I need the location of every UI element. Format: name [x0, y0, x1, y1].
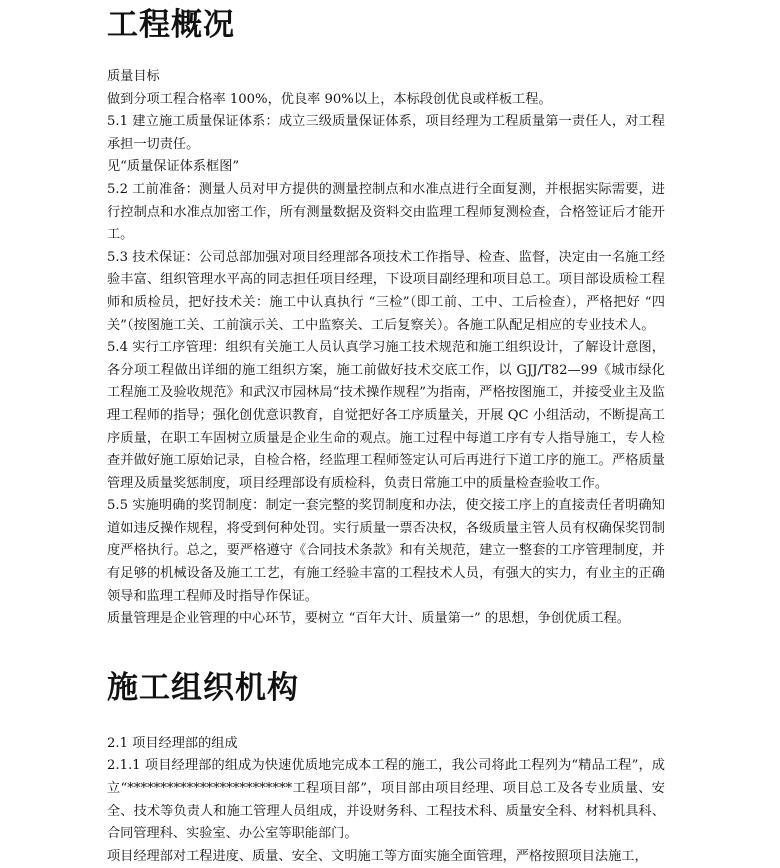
quality-target-label: 质量目标 [107, 69, 160, 84]
spacer [107, 713, 665, 733]
section-2-body [107, 733, 665, 868]
section-1-heading: 工程概况 [107, 7, 235, 43]
document-page [107, 0, 665, 868]
paragraph-management: 项目经理部对工程进度、质量、安全、文明施工等方面实施全面管理，严格按照项目法施工， [107, 848, 648, 864]
paragraph-5-2: 5.2 工前准备：测量人员对甲方提供的测量控制点和水准点进行全面复测，并根据实际需要，进行控制点和水准点加密工作，所有测量数据及资料交由监理工程师复测检查，合格签证后才能开工。 [107, 181, 665, 243]
section-1-body [107, 66, 665, 631]
paragraph-2-1: 2.1 项目经理部的组成 [107, 735, 238, 751]
paragraph-2-1-1: 2.1.1 项目经理部的组成为快速优质地完成本工程的施工，我公司将此工程列为“精品工程”，成立“*************************工程项目部”，项目部由项目经理、项目总工及各专业质量、安全、技术等负责人和施工管理人员组成，并设财务科、工程技术科、质量安全科、材料机具科、合同管理科、实验室、办公室等职能部门。 [107, 758, 665, 842]
paragraph-5-5: 5.5 实施明确的奖罚制度：制定一套完整的奖罚制度和办法，使交接工序上的直接责任者明确知道如违反操作规程，将受到何种处罚。实行质量一票否决权，各级质量主管人员有权确保奖罚制度严格执行。总之，要严格遵守《合同技术条款》和有关规范，建立一整套的工序管理制度，并有足够的机械设备及施工工艺，有施工经验丰富的工程技术人员，有强大的实力，有业主的正确领导和监理工程师及时指导作保证。 [107, 498, 665, 604]
quality-target-text: 做到分项工程合格率 100%，优良率 90%以上，本标段创优良或样板工程。 [107, 91, 552, 107]
spacer [107, 50, 665, 66]
quality-summary: 质量管理是企业管理的中心环节，要树立 “百年大计、质量第一” 的思想，争创优质工程。 [107, 611, 630, 627]
diagram-reference: 见“质量保证体系框图” [107, 159, 240, 175]
section-2-heading: 施工组织机构 [107, 669, 299, 706]
paragraph-5-4: 5.4 实行工序管理：组织有关施工人员认真学习施工技术规范和施工组织设计，了解设计意图，各分项工程做出详细的施工组织方案，施工前做好技术交底工作，以 GJJ/T82—99《城市绿化工程施工及验收规范》和武汉市园林局“技术操作规程”为指南，严格按图施工，并接受业主及监理工程师的指导；强化创优意识教育，自觉把好各工序质量关，开展 QC 小组活动，不断提高工序质量，在职工车固树立质量是企业生命的观点。施工过程中每道工序有专人指导施工，专人检查并做好施工原始记录，自检合格，经监理工程师签定认可后再进行下道工序的施工。严格质量管理及质量奖惩制度，项目经理部设有质检科，负责日常施工中的质量检查验收工作。 [107, 340, 665, 491]
paragraph-5-3: 5.3 技术保证：公司总部加强对项目经理部各项技术工作指导、检查、监督，决定由一名施工经验丰富、组织管理水平高的同志担任项目经理，下设项目副经理和项目总工。项目部设质检工程师和质检员，把好技术关：施工中认真执行 “三检”（即工前、工中、工后检查），严格把好 “四关”（按图施工关、工前演示关、工中监察关、工后复察关）。各施工队配足相应的专业技术人。 [107, 249, 665, 333]
paragraph-5-1: 5.1 建立施工质量保证体系：成立三级质量保证体系，项目经理为工程质量第一责任人，对工程承担一切责任。 [107, 114, 665, 152]
